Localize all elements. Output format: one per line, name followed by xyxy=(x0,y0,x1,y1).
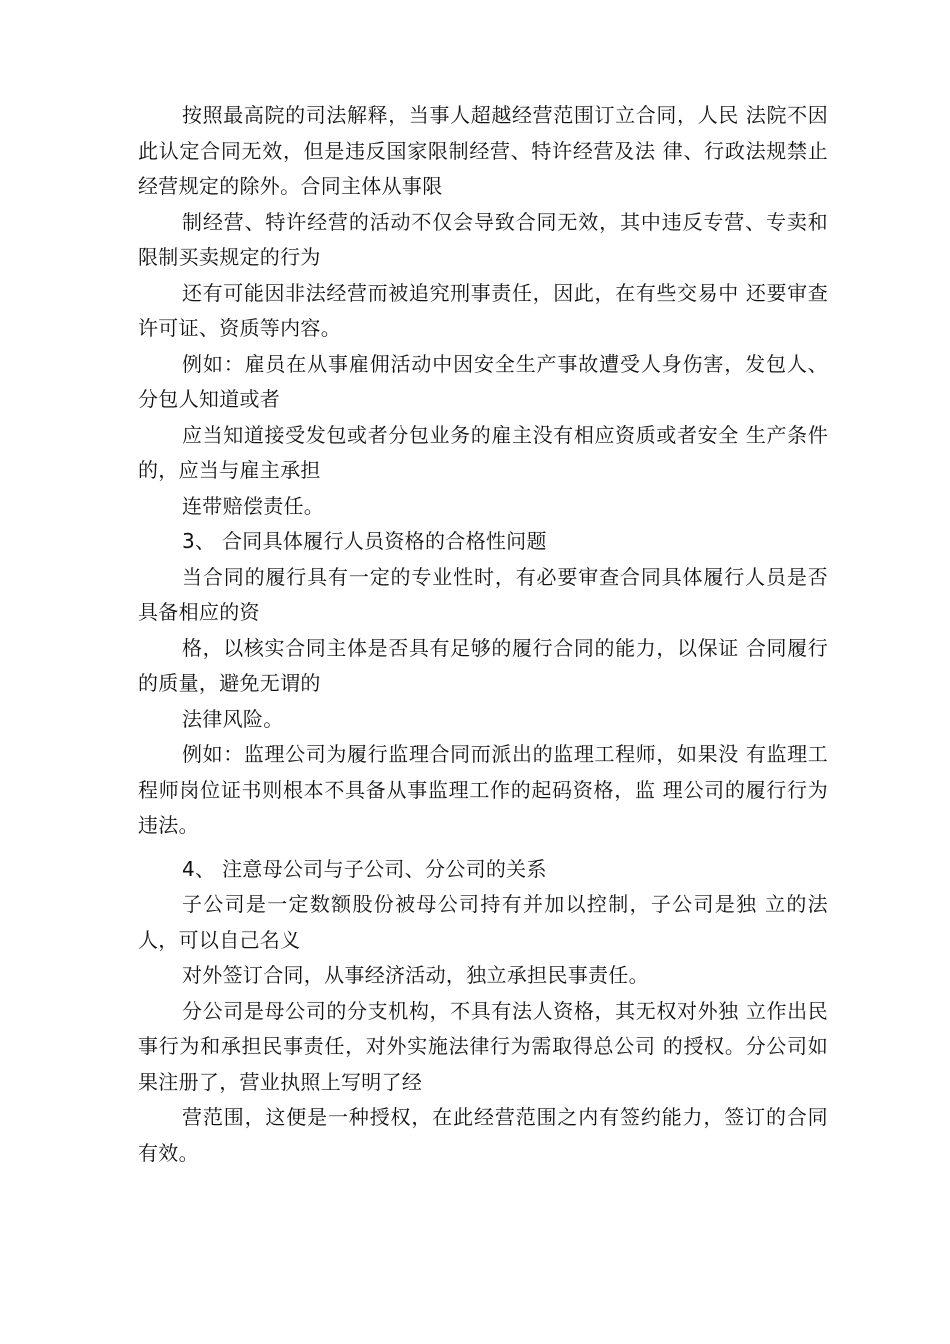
paragraph-15: 分公司是母公司的分支机构，不具有法人资格，其无权对外独 立作出民事行为和承担民事责任，对外实施法律行为需取得总公司 的授权。分公司如果注册了，营业执照上写明了经 xyxy=(138,998,828,1094)
paragraph-1: 按照最高院的司法解释，当事人超越经营范围订立合同，人民 法院不因此认定合同无效，但是违反国家限制经营、特许经营及法 律、行政法规禁止经营规定的除外。合同主体从事限 xyxy=(138,103,828,198)
paragraph-2: 制经营、特许经营的活动不仅会导致合同无效，其中违反专营、专卖和限制买卖规定的行为 xyxy=(138,209,828,269)
paragraph-6: 连带赔偿责任。 xyxy=(182,493,325,518)
paragraph-5: 应当知道接受发包或者分包业务的雇主没有相应资质或者安全 生产条件的，应当与雇主承担 xyxy=(138,422,828,482)
section-heading-3: 3、 合同具体履行人员资格的合格性问题 xyxy=(182,529,547,553)
paragraph-8: 当合同的履行具有一定的专业性时，有必要审查合同具体履行人员是否具备相应的资 xyxy=(138,564,828,624)
paragraph-3: 还有可能因非法经营而被追究刑事责任，因此，在有些交易中 还要审查许可证、资质等内容。 xyxy=(138,280,828,340)
section-heading-4: 4、 注意母公司与子公司、分公司的关系 xyxy=(182,856,547,881)
paragraph-9: 格，以核实合同主体是否具有足够的履行合同的能力，以保证 合同履行的质量，避免无谓的 xyxy=(138,635,828,695)
document-body xyxy=(138,98,828,1171)
paragraph-10: 法律风险。 xyxy=(182,706,284,731)
paragraph-11: 例如：监理公司为履行监理合同而派出的监理工程师，如果没 有监理工程师岗位证书则根本不具备从事监理工作的起码资格，监 理公司的履行行为违法。 xyxy=(138,742,828,837)
paragraph-13: 子公司是一定数额股份被母公司持有并加以控制，子公司是独 立的法人，可以自己名义 xyxy=(138,892,828,952)
paragraph-14: 对外签订合同，从事经济活动，独立承担民事责任。 xyxy=(182,963,649,987)
paragraph-4: 例如：雇员在从事雇佣活动中因安全生产事故遭受人身伤害，发包人、分包人知道或者 xyxy=(138,351,828,411)
paragraph-16: 营范围，这便是一种授权，在此经营范围之内有签约能力，签订的合同有效。 xyxy=(138,1105,828,1165)
